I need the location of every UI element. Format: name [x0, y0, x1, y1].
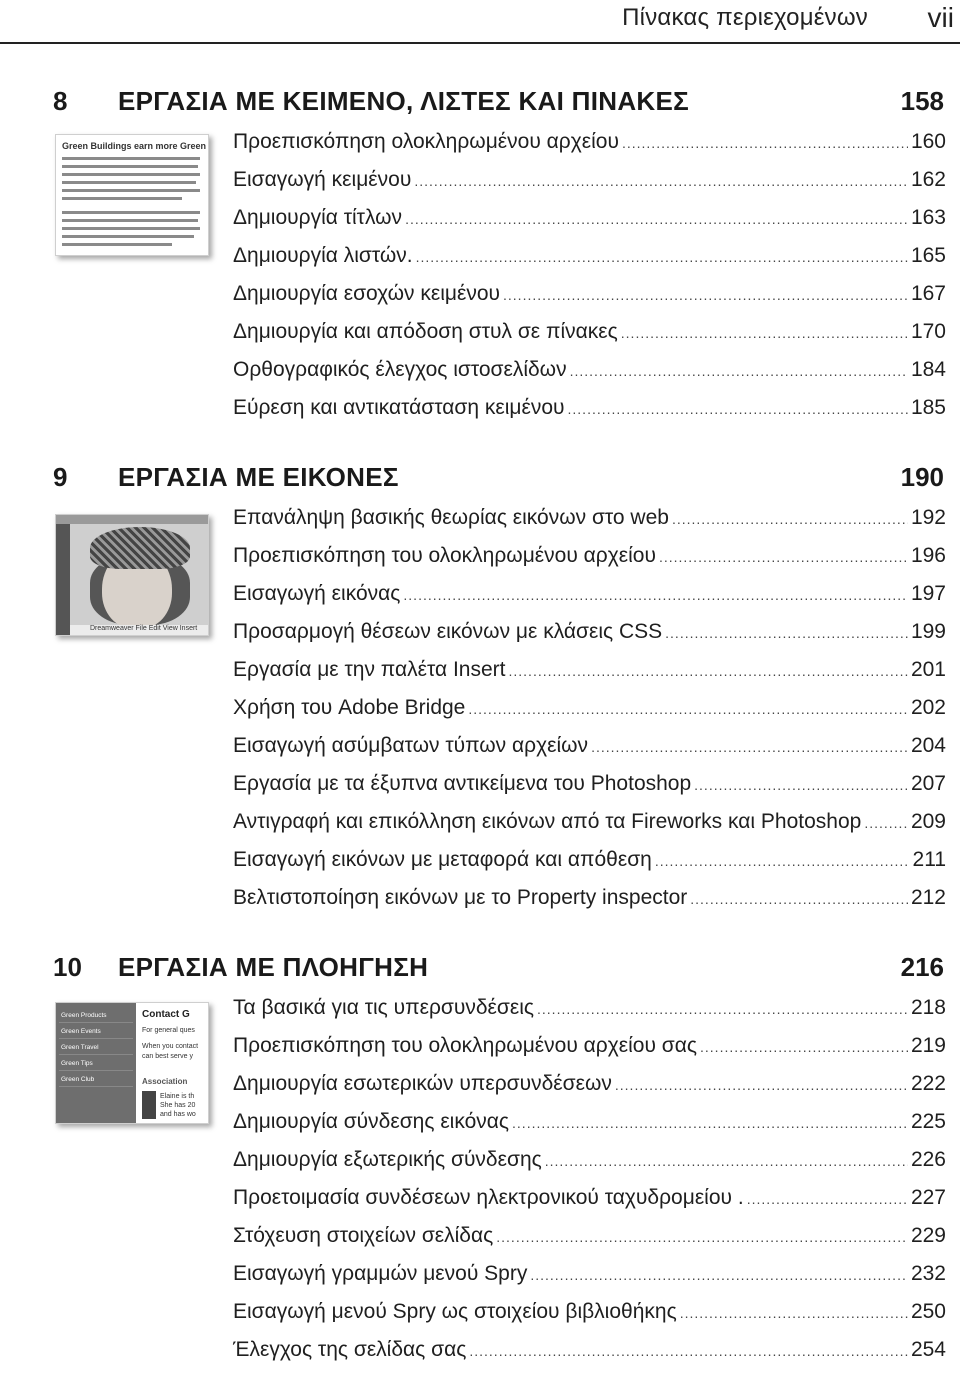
entry-page-number: 212 — [910, 886, 946, 909]
leader-dots — [621, 325, 908, 341]
leader-dots — [537, 1001, 908, 1017]
leader-dots — [615, 1077, 908, 1093]
leader-dots — [690, 891, 908, 907]
entry-title: Δημιουργία λιστών. — [233, 244, 413, 267]
entry-title: Δημιουργία εξωτερικής σύνδεσης — [233, 1148, 542, 1171]
entry-page-number: 209 — [910, 810, 946, 833]
entry-page-number: 202 — [910, 696, 946, 719]
entry-title: Βελτιστοποίηση εικόνων με το Property inspector — [233, 886, 688, 909]
toc-entry[interactable] — [233, 620, 946, 658]
entry-page-number: 170 — [910, 320, 946, 343]
entry-title: Έλεγχος της σελίδας σας — [233, 1338, 467, 1361]
leader-dots — [403, 587, 908, 603]
thumbnail-text-line — [62, 157, 200, 160]
entry-title: Εισαγωγή εικόνων με μεταφορά και απόθεση — [233, 848, 652, 871]
entry-title: Δημιουργία τίτλων — [233, 206, 403, 229]
thumbnail-text-line — [62, 165, 198, 168]
photo-hat — [90, 527, 190, 569]
entry-page-number: 250 — [910, 1300, 946, 1323]
toc-entry[interactable] — [233, 506, 946, 544]
chapter-number: 9 — [53, 462, 68, 492]
entry-title: Εισαγωγή μενού Spry ως στοιχείου βιβλιοθήκης — [233, 1300, 677, 1323]
toc-entry[interactable] — [233, 1300, 946, 1338]
entry-page-number: 225 — [910, 1110, 946, 1133]
leader-dots — [416, 249, 908, 265]
thumbnail-bio-text: She has 20 — [160, 1102, 196, 1109]
thumbnail-text-line — [62, 227, 200, 230]
entry-title: Δημιουργία εσωτερικών υπερσυνδέσεων — [233, 1072, 612, 1095]
entry-title: Χρήση του Adobe Bridge — [233, 696, 466, 719]
toc-entry[interactable] — [233, 886, 946, 924]
thumbnail-content-text: can best serve y — [142, 1053, 193, 1060]
entry-list — [233, 506, 946, 924]
leader-dots — [747, 1191, 908, 1207]
entry-title: Στόχευση στοιχείων σελίδας — [233, 1224, 494, 1247]
photoshop-toolbar — [56, 515, 70, 635]
toc-entry[interactable] — [233, 396, 946, 434]
chapter-heading — [0, 462, 960, 498]
thumbnail-heading: Green Buildings earn more Green — [62, 141, 207, 151]
leader-dots — [468, 701, 908, 717]
chapter-page-number: 216 — [900, 952, 944, 982]
toc-entry[interactable] — [233, 130, 946, 168]
toc-entry[interactable] — [233, 282, 946, 320]
thumbnail-bio-text: and has wo — [160, 1111, 196, 1118]
leader-dots — [570, 363, 908, 379]
dreamweaver-menubar: Dreamweaver File Edit View Insert — [70, 625, 208, 635]
thumbnail-content-text: When you contact — [142, 1043, 199, 1050]
toc-entry[interactable] — [233, 658, 946, 696]
photoshop-menubar — [56, 515, 208, 524]
toc-entry[interactable] — [233, 1072, 946, 1110]
entry-list — [233, 130, 946, 434]
running-header — [0, 0, 960, 44]
running-title: Πίνακας περιεχομένων — [622, 4, 868, 31]
entry-page-number: 207 — [910, 772, 946, 795]
entry-page-number: 254 — [910, 1338, 946, 1361]
thumbnail-text-line — [62, 219, 198, 222]
leader-dots — [700, 1039, 908, 1055]
toc-entry[interactable] — [233, 544, 946, 582]
leader-dots — [694, 777, 908, 793]
leader-dots — [509, 663, 908, 679]
chapter-title: ΕΡΓΑΣΙΑ ΜΕ ΕΙΚΟΝΕΣ — [118, 462, 399, 492]
entry-title: Δημιουργία εσοχών κειμένου — [233, 282, 501, 305]
chapter-page-number: 190 — [900, 462, 944, 492]
entry-page-number: 165 — [910, 244, 946, 267]
toc-entry[interactable] — [233, 1148, 946, 1186]
entry-page-number: 184 — [910, 358, 946, 381]
entry-title: Εργασία με την παλέτα Insert — [233, 658, 506, 681]
entry-page-number: 204 — [910, 734, 946, 757]
thumbnail-text-line — [62, 197, 182, 200]
entry-list — [233, 996, 946, 1376]
toc-entry[interactable] — [233, 996, 946, 1034]
leader-dots — [530, 1267, 908, 1283]
leader-dots — [680, 1305, 908, 1321]
entry-title: Εργασία με τα έξυπνα αντικείμενα του Photoshop — [233, 772, 692, 795]
chapter-thumbnail — [55, 1002, 209, 1124]
running-page-number: vii — [927, 2, 954, 33]
toc-entry[interactable] — [233, 1034, 946, 1072]
thumbnail-text-line — [62, 211, 200, 214]
thumbnail-content-title: Contact G — [142, 1009, 190, 1020]
entry-title: Αντιγραφή και επικόλληση εικόνων από τα Fireworks και Photoshop — [233, 810, 862, 833]
leader-dots — [659, 549, 908, 565]
entry-title: Προεπισκόπηση του ολοκληρωμένου αρχείου σας — [233, 1034, 698, 1057]
leader-dots — [655, 853, 910, 869]
entry-page-number: 218 — [910, 996, 946, 1019]
toc-entry[interactable] — [233, 320, 946, 358]
chapter-page-number: 158 — [900, 86, 944, 116]
entry-page-number: 192 — [910, 506, 946, 529]
chapter-heading — [0, 86, 960, 122]
entry-page-number: 197 — [910, 582, 946, 605]
toc-entry[interactable] — [233, 582, 946, 620]
chapter-thumbnail — [55, 134, 209, 256]
entry-page-number: 211 — [912, 848, 946, 871]
thumbnail-text-line — [62, 235, 194, 238]
chapter-number: 8 — [53, 86, 68, 116]
thumbnail-text-line — [62, 173, 200, 176]
entry-title: Εύρεση και αντικατάσταση κειμένου — [233, 396, 565, 419]
entry-title: Ορθογραφικός έλεγχος ιστοσελίδων — [233, 358, 567, 381]
leader-dots — [568, 401, 908, 417]
entry-page-number: 227 — [910, 1186, 946, 1209]
entry-page-number: 219 — [910, 1034, 946, 1057]
entry-page-number: 229 — [910, 1224, 946, 1247]
entry-title: Επανάληψη βασικής θεωρίας εικόνων στο web — [233, 506, 669, 529]
toc-entry[interactable] — [233, 1110, 946, 1148]
leader-dots — [622, 135, 908, 151]
chapter-number: 10 — [53, 952, 82, 982]
entry-page-number: 196 — [910, 544, 946, 567]
entry-title: Προεπισκόπηση ολοκληρωμένου αρχείου — [233, 130, 619, 153]
thumbnail-nav-item: Green Products — [59, 1009, 133, 1023]
thumbnail-nav-item: Green Tips — [59, 1057, 133, 1071]
leader-dots — [864, 815, 908, 831]
entry-title: Εισαγωγή ασύμβατων τύπων αρχείων — [233, 734, 589, 757]
toc-entry[interactable] — [233, 1262, 946, 1300]
entry-title: Προεπισκόπηση του ολοκληρωμένου αρχείου — [233, 544, 656, 567]
leader-dots — [469, 1343, 908, 1359]
thumbnail-bio-text: Elaine is th — [160, 1093, 195, 1100]
toc-entry[interactable] — [233, 1338, 946, 1376]
toc-entry[interactable] — [233, 358, 946, 396]
leader-dots — [665, 625, 908, 641]
entry-page-number: 232 — [910, 1262, 946, 1285]
leader-dots — [414, 173, 908, 189]
chapter-title: ΕΡΓΑΣΙΑ ΜΕ ΚΕΙΜΕΝΟ, ΛΙΣΤΕΣ ΚΑΙ ΠΙΝΑΚΕΣ — [118, 86, 690, 116]
entry-page-number: 167 — [910, 282, 946, 305]
entry-title: Εισαγωγή εικόνας — [233, 582, 401, 605]
thumbnail-text-line — [62, 243, 172, 246]
toc-entry[interactable] — [233, 696, 946, 734]
entry-page-number: 160 — [910, 130, 946, 153]
leader-dots — [591, 739, 908, 755]
thumbnail-nav-panel — [56, 1003, 136, 1123]
toc-entry[interactable] — [233, 168, 946, 206]
entry-page-number: 199 — [910, 620, 946, 643]
thumbnail-nav-item: Green Events — [59, 1025, 133, 1039]
leader-dots — [503, 287, 908, 303]
toc-entry[interactable] — [233, 848, 946, 886]
entry-page-number: 185 — [910, 396, 946, 419]
entry-title: Δημιουργία και απόδοση στυλ σε πίνακες — [233, 320, 618, 343]
thumbnail-nav-item: Green Club — [59, 1073, 133, 1087]
thumbnail-text-line — [62, 181, 196, 184]
toc-entry[interactable] — [233, 1224, 946, 1262]
leader-dots — [405, 211, 908, 227]
entry-title: Τα βασικά για τις υπερσυνδέσεις — [233, 996, 535, 1019]
thumbnail-content-text: For general ques — [142, 1027, 195, 1034]
entry-page-number: 163 — [910, 206, 946, 229]
entry-page-number: 201 — [910, 658, 946, 681]
thumbnail-nav-item: Green Travel — [59, 1041, 133, 1055]
entry-title: Δημιουργία σύνδεσης εικόνας — [233, 1110, 510, 1133]
chapter-heading — [0, 952, 960, 988]
entry-page-number: 162 — [910, 168, 946, 191]
leader-dots — [496, 1229, 908, 1245]
leader-dots — [672, 511, 908, 527]
thumbnail-text-line — [62, 189, 200, 192]
entry-title: Προετοιμασία συνδέσεων ηλεκτρονικού ταχυδρομείου . — [233, 1186, 744, 1209]
entry-title: Εισαγωγή κειμένου — [233, 168, 412, 191]
entry-title: Προσαρμογή θέσεων εικόνων με κλάσεις CSS — [233, 620, 663, 643]
leader-dots — [545, 1153, 908, 1169]
entry-page-number: 226 — [910, 1148, 946, 1171]
toc-entry[interactable] — [233, 772, 946, 810]
thumbnail-association-label: Association — [142, 1077, 188, 1086]
toc-entry[interactable] — [233, 810, 946, 848]
chapter-thumbnail — [55, 514, 209, 636]
entry-page-number: 222 — [910, 1072, 946, 1095]
leader-dots — [512, 1115, 908, 1131]
toc-entry[interactable] — [233, 244, 946, 282]
chapter-title: ΕΡΓΑΣΙΑ ΜΕ ΠΛΟΗΓΗΣΗ — [118, 952, 429, 982]
toc-entry[interactable] — [233, 734, 946, 772]
toc-entry[interactable] — [233, 1186, 946, 1224]
entry-title: Εισαγωγή γραμμών μενού Spry — [233, 1262, 528, 1285]
toc-entry[interactable] — [233, 206, 946, 244]
thumbnail-portrait — [142, 1091, 156, 1119]
